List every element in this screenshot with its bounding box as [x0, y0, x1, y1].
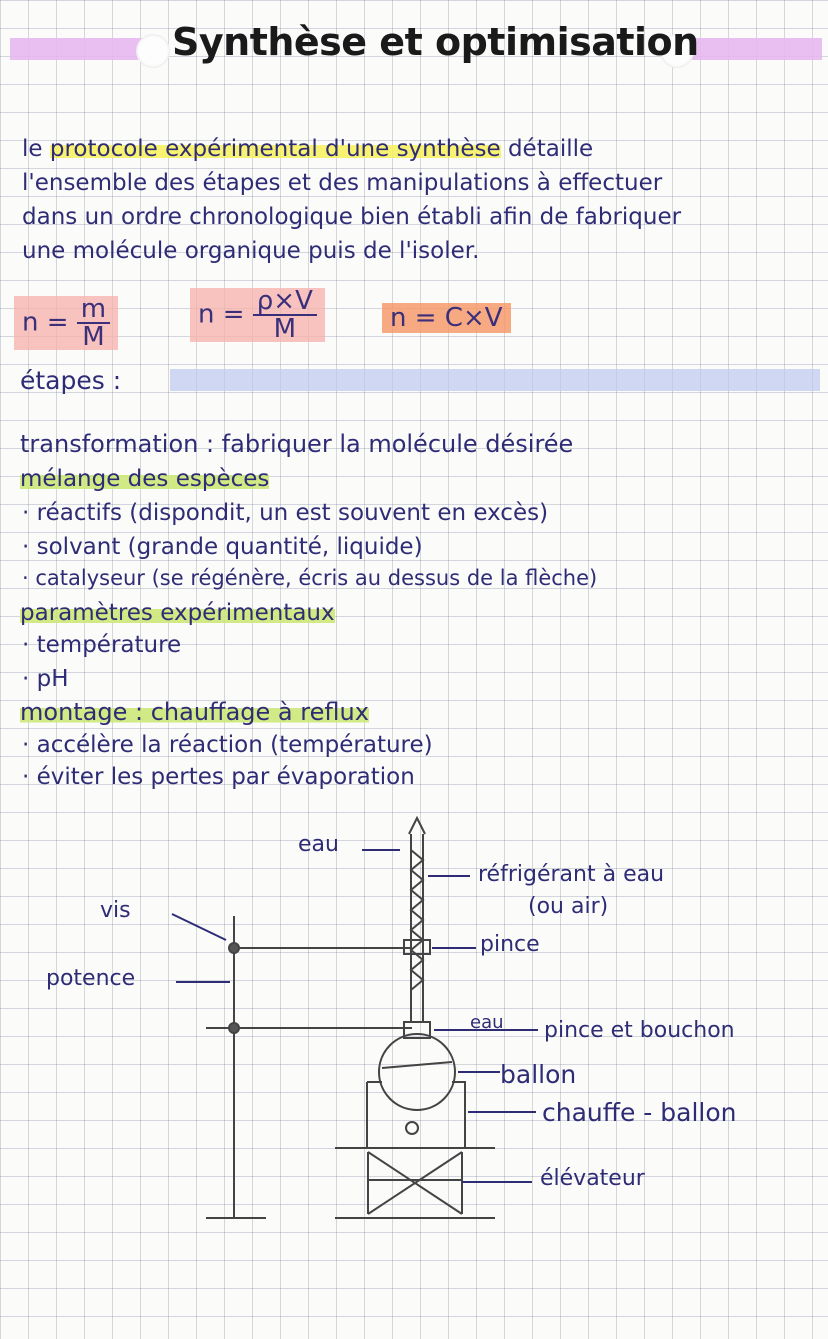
label-potence: potence — [46, 966, 136, 991]
intro-line-1-pre: le — [22, 136, 50, 162]
intro-line-3: dans un ordre chronologique bien établi afin de fabriquer — [22, 204, 682, 230]
page-title: Synthèse et optimisation — [172, 20, 699, 64]
ballon-liquid-level — [382, 1062, 452, 1068]
montage-bullet-1: · accélère la réaction (température) — [22, 732, 433, 758]
label-ballon: ballon — [500, 1060, 577, 1089]
title-bar-right — [690, 38, 822, 60]
formula-density-num: ρ×V — [253, 288, 317, 316]
label-eau-bottom: eau — [470, 1012, 504, 1033]
montage-heading: montage : chauffage à reflux — [20, 698, 369, 726]
condenser-top-arrow — [409, 818, 425, 834]
formula-mass-fraction — [77, 296, 110, 350]
punch-hole-left — [136, 34, 170, 68]
label-pince-bouchon: pince et bouchon — [544, 1018, 735, 1043]
montage-bullet-2: · éviter les pertes par évaporation — [22, 764, 415, 790]
label-refrigerant: réfrigérant à eau — [478, 862, 665, 887]
melange-bullet-1: · réactifs (dispondit, un est souvent en excès) — [22, 500, 549, 526]
screw-upper — [229, 943, 239, 953]
steps-label: étapes : — [20, 366, 122, 395]
intro-highlight: protocole expérimental d'une synthèse — [49, 136, 501, 162]
formula-mass-lhs: n = — [22, 307, 69, 338]
formula-density-fraction — [253, 288, 317, 342]
formula-density-lhs: n = — [198, 299, 245, 330]
melange-bullet-3: · catalyseur (se régénère, écris au dessus de la flèche) — [22, 566, 598, 590]
label-eau-top: eau — [298, 832, 339, 857]
label-vis: vis — [100, 898, 131, 923]
melange-bullet-2: · solvant (grande quantité, liquide) — [22, 534, 423, 560]
intro-line-2: l'ensemble des étapes et des manipulations à effectuer — [22, 170, 663, 196]
formula-density — [190, 288, 325, 342]
label-refrigerant-sub: (ou air) — [528, 894, 609, 919]
formula-concentration: n = C×V — [382, 303, 511, 333]
label-chauffe-ballon: chauffe - ballon — [542, 1098, 737, 1127]
melange-heading: mélange des espèces — [20, 466, 270, 492]
parametres-heading: paramètres expérimentaux — [20, 600, 335, 626]
etapes-highlight-bar — [170, 369, 820, 391]
formula-mass — [14, 296, 118, 350]
condenser-coil — [411, 850, 423, 990]
param-bullet-2: · pH — [22, 666, 69, 692]
label-elevateur: élévateur — [540, 1166, 645, 1191]
formula-mass-num: m — [77, 296, 110, 324]
arrow-vis — [172, 914, 226, 940]
formula-mass-den: M — [82, 322, 105, 352]
label-pince: pince — [480, 932, 540, 957]
intro-line-1-post: détaille — [500, 136, 594, 162]
transformation-heading: transformation : fabriquer la molécule désirée — [20, 430, 574, 458]
ballon-flask — [379, 1034, 455, 1110]
intro-line-4: une molécule organique puis de l'isoler. — [22, 238, 480, 264]
param-bullet-1: · température — [22, 632, 182, 658]
intro-line-1 — [22, 136, 593, 162]
chauffe-ballon-knob — [406, 1122, 418, 1134]
screw-lower — [229, 1023, 239, 1033]
formula-density-den: M — [273, 314, 297, 344]
